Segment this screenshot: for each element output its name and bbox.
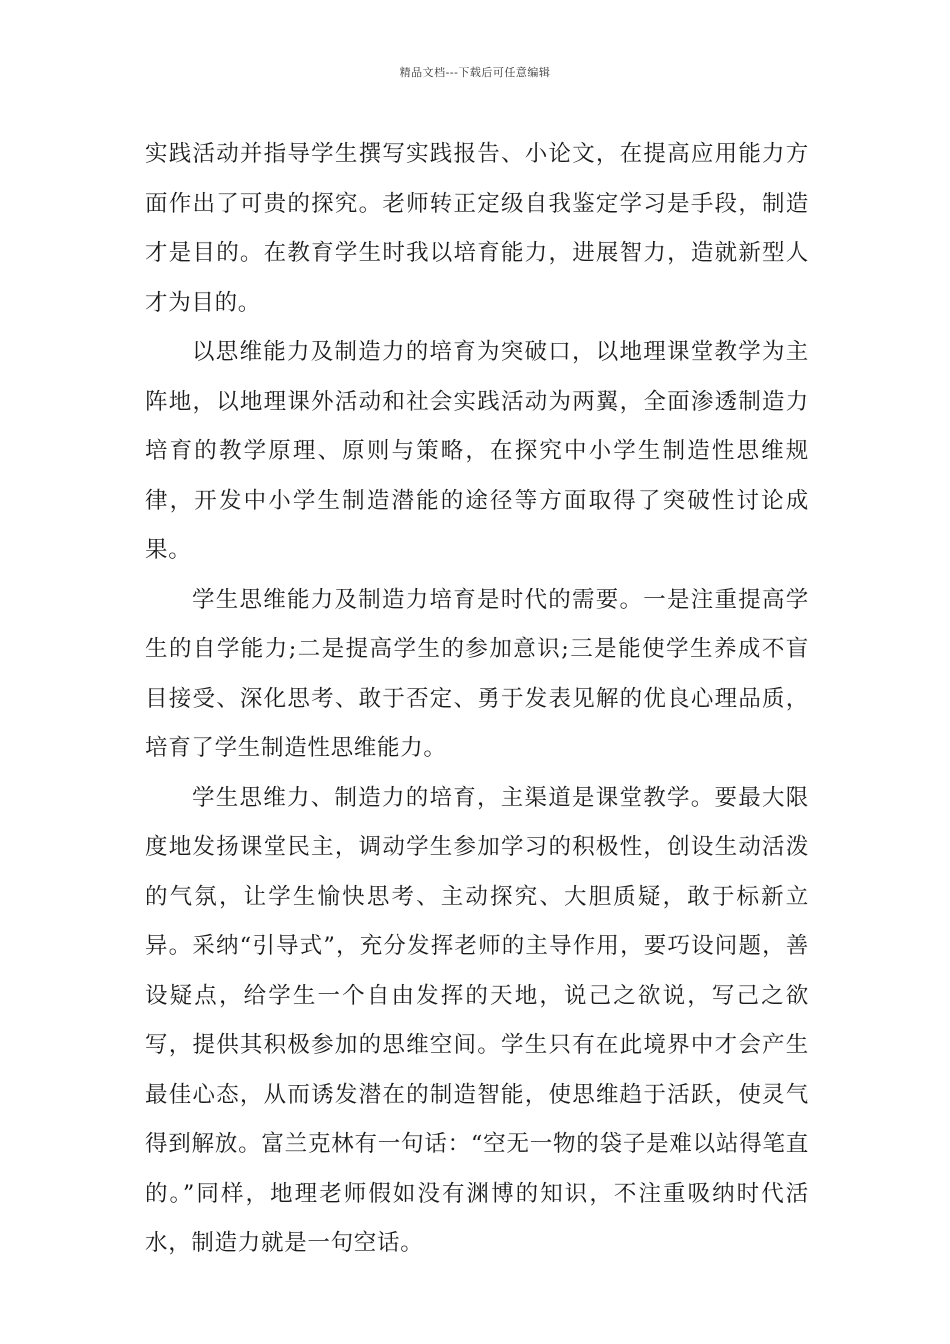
page-header: 精品文档---下载后可任意编辑 (399, 66, 551, 79)
paragraph: 以思维能力及制造力的培育为突破口，以地理课堂教学为主阵地，以地理课外活动和社会实践活动为两翼，全面渗透制造力培育的教学原理、原则与策略，在探究中小学生制造性思维规律，开发中小学生制造潜能的途径等方面取得了突破性讨论成果。 (145, 339, 809, 563)
paragraph: 学生思维能力及制造力培育是时代的需要。一是注重提高学生的自学能力;二是提高学生的参加意识;三是能使学生养成不盲目接受、深化思考、敢于否定、勇于发表见解的优良心理品质，培育了学生制造性思维能力。 (145, 586, 809, 761)
paragraph-continued: 实践活动并指导学生撰写实践报告、小论文，在提高应用能力方面作出了可贵的探究。老师转正定级自我鉴定学习是手段，制造才是目的。在教育学生时我以培育能力，进展智力，造就新型人才为目的。 (145, 141, 809, 316)
paragraph: 学生思维力、制造力的培育，主渠道是课堂教学。要最大限度地发扬课堂民主，调动学生参加学习的积极性，创设生动活泼的气氛，让学生愉快思考、主动探究、大胆质疑，敢于标新立异。采纳“引导式”，充分发挥老师的主导作用，要巧设问题，善设疑点，给学生一个自由发挥的天地，说己之欲说，写己之欲写，提供其积极参加的思维空间。学生只有在此境界中才会产生最佳心态，从而诱发潜在的制造智能，使思维趋于活跃，使灵气得到解放。富兰克林有一句话：“空无一物的袋子是难以站得笔直的。”同样，地理老师假如没有渊博的知识，不注重吸纳时代活水，制造力就是一句空话。 (145, 784, 809, 1256)
document-body (145, 130, 809, 1269)
